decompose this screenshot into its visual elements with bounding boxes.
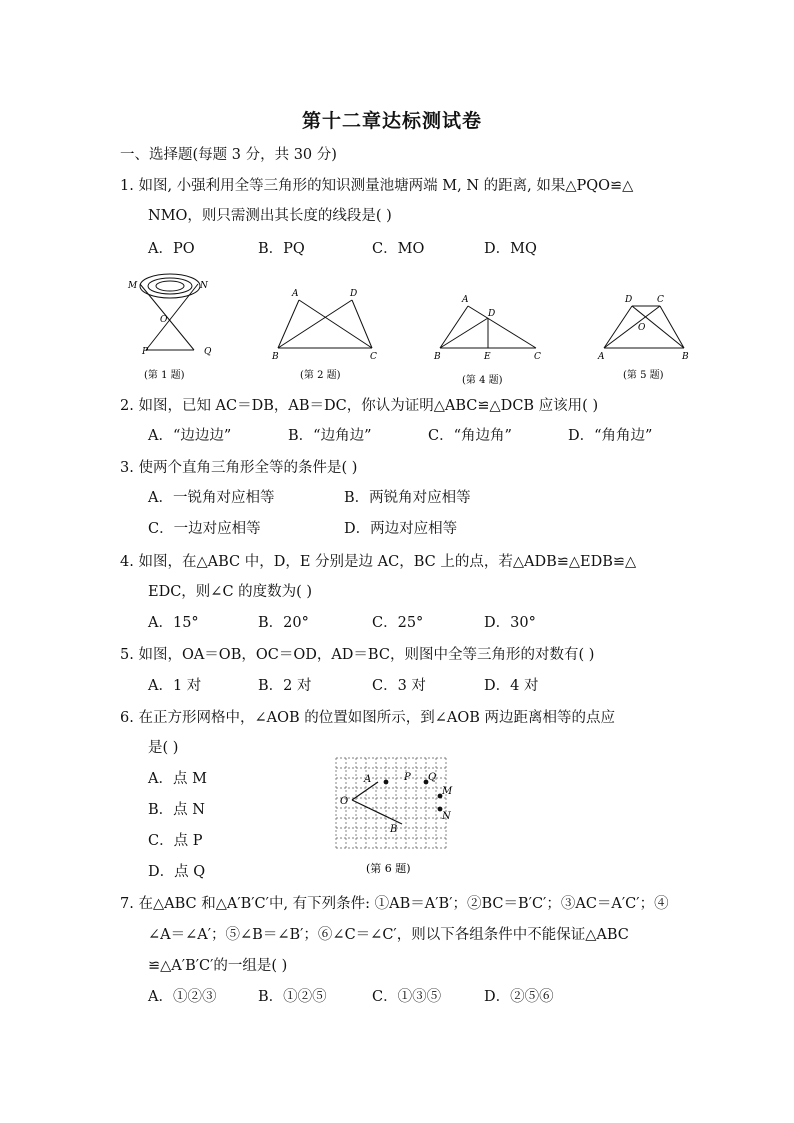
question-5-option-b: B．2 对	[258, 678, 312, 694]
fig2-label-b: B	[272, 352, 279, 362]
fig6-label-a: A	[364, 774, 372, 785]
figure-row	[120, 264, 700, 389]
fig1-caption: (第 1 题)	[144, 370, 185, 381]
question-2-option-d: D．“角角边”	[568, 428, 653, 444]
fig1-label-m: M	[128, 281, 138, 291]
figure-6	[330, 752, 460, 882]
question-2-option-b: B．“边角边”	[288, 428, 372, 444]
question-3-option-c: C．一边对应相等	[148, 521, 261, 537]
figure-2	[278, 300, 372, 348]
fig6-label-p: P	[404, 772, 411, 783]
question-4-option-a: A．15°	[148, 615, 199, 631]
question-5-line-1: 5. 如图，OA＝OB，OC＝OD，AD＝BC，则图中全等三角形的对数有( )	[120, 647, 595, 663]
question-7-option-b: B．①②⑤	[258, 989, 327, 1005]
fig6-label-n: N	[442, 811, 451, 822]
question-5-option-d: D．4 对	[484, 678, 539, 694]
fig4-caption: (第 4 题)	[462, 375, 503, 386]
fig6-label-o: O	[340, 796, 349, 807]
question-6-option-b: B．点 N	[148, 802, 205, 818]
question-3-line-1: 3. 使两个直角三角形全等的条件是( )	[120, 460, 358, 476]
fig5-label-a: A	[598, 352, 605, 362]
question-7-option-c: C．①③⑤	[372, 989, 442, 1005]
question-1-option-a: A．PO	[148, 241, 195, 257]
question-2-line-1: 2. 如图，已知 AC＝DB，AB＝DC，你认为证明△ABC≌△DCB 应该用( )	[120, 398, 599, 414]
fig4-label-c: C	[534, 352, 541, 362]
fig1-label-p: P	[142, 347, 149, 357]
question-7-option-d: D．②⑤⑥	[484, 989, 554, 1005]
question-1-line-1: 1. 如图, 小强利用全等三角形的知识测量池塘两端 M, N 的距离, 如果△PQO≌△	[120, 178, 634, 194]
fig4-label-d: D	[488, 309, 496, 319]
question-5-option-c: C．3 对	[372, 678, 426, 694]
fig6-caption: (第 6 题)	[366, 862, 411, 875]
fig2-label-a: A	[292, 289, 299, 299]
question-4-option-c: C．25°	[372, 615, 424, 631]
question-7-line-2: ∠A＝∠A′；⑤∠B＝∠B′；⑥∠C＝∠C′，则以下各组条件中不能保证△ABC	[148, 927, 629, 943]
question-3-option-a: A．一锐角对应相等	[148, 490, 275, 506]
fig5-label-c: C	[657, 295, 664, 305]
question-1-line-2: NMO，则只需测出其长度的线段是( )	[148, 208, 392, 224]
question-6-line-2: 是( )	[148, 740, 179, 756]
fig1-label-n: N	[200, 281, 208, 291]
fig4-label-a: A	[462, 295, 469, 305]
question-4-line-2: EDC，则∠C 的度数为( )	[148, 584, 313, 600]
question-1-option-b: B．PQ	[258, 241, 305, 257]
question-6-option-a: A．点 M	[148, 771, 207, 787]
question-2-option-c: C．“角边角”	[428, 428, 512, 444]
fig2-label-d: D	[350, 289, 358, 299]
fig5-label-b: B	[682, 352, 689, 362]
question-1-option-d: D．MQ	[484, 241, 537, 257]
fig5-label-o: O	[638, 323, 646, 333]
section-heading: 一、选择题(每题 3 分，共 30 分)	[120, 147, 337, 163]
question-7-line-3: ≌△A′B′C′的一组是( )	[148, 958, 288, 974]
question-4-option-b: B．20°	[258, 615, 309, 631]
question-7-line-1: 7. 在△ABC 和△A′B′C′中, 有下列条件: ①AB＝A′B′；②BC＝B′C′；③AC＝A′C′；④	[120, 896, 669, 912]
fig4-label-e: E	[484, 352, 491, 362]
question-6-option-c: C．点 P	[148, 833, 203, 849]
fig4-label-b: B	[434, 352, 441, 362]
question-4-line-1: 4. 如图，在△ABC 中，D，E 分别是边 AC，BC 上的点，若△ADB≌△EDB≌△	[120, 554, 637, 570]
question-3-option-b: B．两锐角对应相等	[344, 490, 471, 506]
page-title: 第十二章达标测试卷	[302, 110, 483, 132]
question-3-option-d: D．两边对应相等	[344, 521, 458, 537]
question-7-option-a: A．①②③	[148, 989, 217, 1005]
fig6-label-q: Q	[428, 772, 437, 783]
fig5-caption: (第 5 题)	[623, 370, 664, 381]
question-2-option-a: A．“边边边”	[148, 428, 232, 444]
fig2-caption: (第 2 题)	[300, 370, 341, 381]
question-6-line-1: 6. 在正方形网格中，∠AOB 的位置如图所示，到∠AOB 两边距离相等的点应	[120, 710, 615, 726]
fig5-label-d: D	[625, 295, 633, 305]
fig1-label-o: O	[160, 315, 168, 325]
question-1-option-c: C．MO	[372, 241, 425, 257]
figure-1	[140, 274, 200, 350]
question-5-option-a: A．1 对	[148, 678, 202, 694]
fig6-label-m: M	[442, 786, 453, 797]
fig1-label-q: Q	[204, 347, 212, 357]
fig2-label-c: C	[370, 352, 377, 362]
fig6-label-b: B	[390, 824, 398, 835]
point-p	[384, 780, 389, 785]
question-4-option-d: D．30°	[484, 615, 536, 631]
question-6-option-d: D．点 Q	[148, 864, 206, 880]
